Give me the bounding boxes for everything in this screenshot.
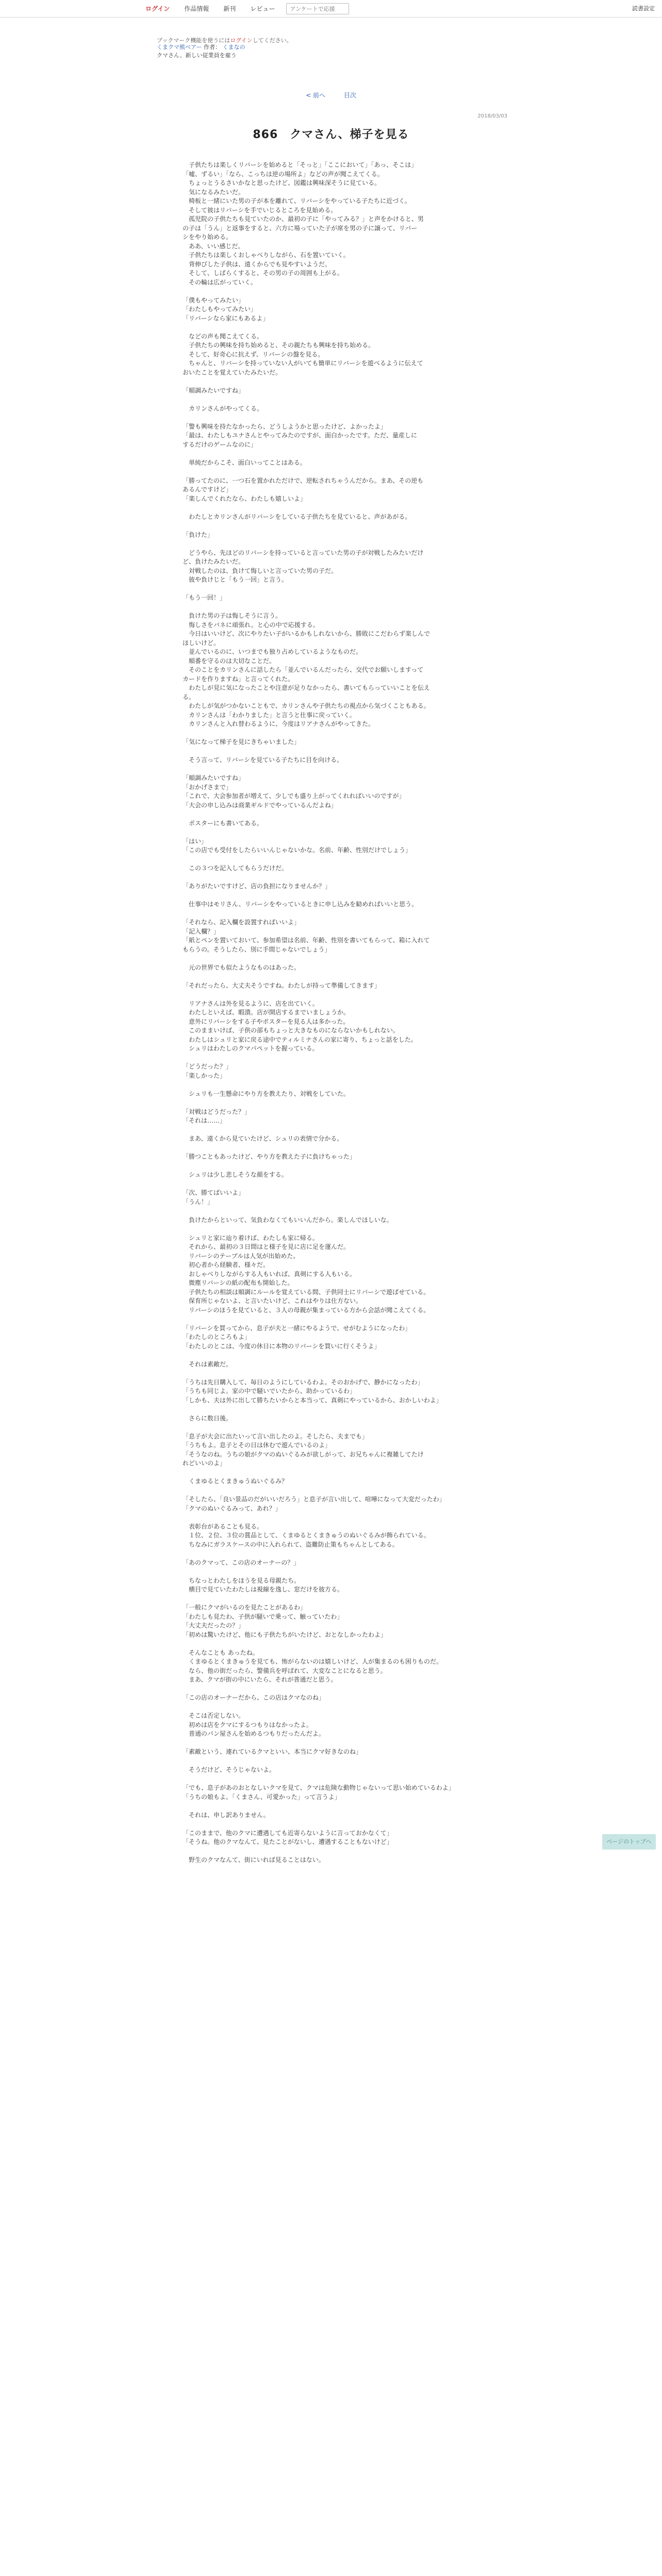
body-line: 「大会の申し込みは商業ギルドでやっているんだよね」 [183,801,337,809]
body-line: このままいけば、子供の部もちょっと大きなものにならないかもしれない。 [183,1027,400,1034]
chapter-body [183,161,490,1865]
body-line [183,1820,490,1829]
body-line [183,1225,490,1234]
body-line: この３つを記入してもらうだけだ。 [183,865,288,872]
body-line: 子供たちは楽しくおしゃべりしながら、石を置いていく。 [183,251,350,259]
body-line: 「大丈夫だったの？」 [183,1622,245,1629]
body-line: 「素敵という、連れているクマといい、本当にクマ好きなのね」 [183,1748,362,1755]
body-line: 「最は、わたしもユナさんとやってみたのですが、面白かったです。ただ、量産しに [183,432,418,439]
body-line: 「うちも同じよ。家の中で騒いでいたから、助かっているわ」 [183,1387,356,1395]
body-line [183,1468,490,1478]
body-line: 「勝つこともあったけど、やり方を教えた子に負けちゃった」 [183,1153,356,1160]
body-line: 「記入欄？」 [183,927,220,935]
body-line: ああ、いい感じだ。 [183,242,244,250]
body-line: そして、好奇心に抗えず、リバーシの盤を見る。 [183,350,324,358]
body-line [183,1054,490,1063]
body-line: 元の世界でも似たようなものはあった。 [183,963,300,971]
body-line: もらうの。そうしたら、別に手間じゃないでしょう」 [183,945,331,953]
body-line: 気になるみたいだ。 [183,188,245,196]
body-line: わたしはシュリと家に戻る途中でティルミナさんの家に寄り、ちょっと話をした。 [183,1036,417,1043]
body-line: 「クマのぬいぐるみって、あれ？」 [183,1504,282,1512]
body-line: 負けたからといって、気負わなくてもいいんだから。楽しんでほしいな。 [183,1216,393,1224]
body-line: 「どうだった？」 [183,1063,233,1070]
body-line: 「あのクマって、この店のオーナーの？」 [183,1558,300,1566]
body-line [183,1739,490,1748]
body-line: 「わたしのところもよ」 [183,1333,251,1341]
body-line: ど、負けたみたいだ。 [183,558,245,565]
body-line: 「負けた」 [183,531,214,538]
body-line: 保育所じゃないよ、と言いたいけど、これはやりは仕方ない。 [183,1297,362,1304]
body-line [183,747,490,756]
prev-chapter-link[interactable]: < 前へ [306,92,326,99]
body-line [183,909,490,919]
body-line [183,413,490,422]
body-line: まあ、遠くから見ていたけど、シュリの表情で分かる。 [183,1135,343,1142]
body-line [183,1180,490,1189]
chapter-pager [0,91,662,99]
body-line: 負けた男の子は悔しそうに言う。 [183,612,282,619]
body-line: するだけのゲームなのに」 [183,440,257,448]
body-line: 「それなら、記入欄を設置すればいいよ」 [183,919,301,926]
body-line: カリンさんと入れ替わるように、今度はリアナさんがやってきた。 [183,720,375,727]
body-line: 「しかも、夫は外に出して勝ちたいからと本当って、真剣にやっているから、おかしいわよ」 [183,1396,442,1404]
body-line: 子供たちは楽しくリバーシを始めると「そっと」「ここにおいて」「あっ、そこは」 [183,161,418,168]
top-nav [139,0,349,18]
body-line: ちょっとうるさいかなと思ったけど、図鑑は興味深そうに見ている。 [183,179,381,187]
body-line: 椅板と一緒にいた男の子が本を離れて、リバーシをやっている子たちに近づく。 [183,197,411,205]
body-line: リバーシのテーブルは人気が出始めた。 [183,1252,300,1260]
body-line: 「順調みたいですね」 [183,774,245,782]
body-line [183,1126,490,1135]
body-line: ちなっとわたしをほうを見る母親たち。 [183,1577,301,1584]
survey-input[interactable] [286,3,349,14]
body-line [183,503,490,513]
body-line: それから、最初の３日間はと様子を見に店に足を運んだ。 [183,1243,350,1250]
body-line: 単純だからこそ、面白いってことはある。 [183,459,306,466]
top-nav-bar [0,0,662,18]
body-line [183,990,490,999]
body-line [183,1315,490,1324]
body-line: シュリも一生懸命にやり方を教えたり、対戦をしていた。 [183,1090,350,1097]
nav-new-releases-link[interactable]: 新刊 [223,5,236,12]
body-line: 「リバーシなら家にもあるよ」 [183,314,269,322]
body-line: 「ありがたいですけど、店の負担になりませんか？」 [183,883,332,890]
body-line [183,539,490,549]
chapter-title: 866 クマさん、梯子を見る [253,128,409,141]
body-line: の子は「うん」と返事をすると、六方に場っていた子が席を男の子に譲って、リバー [183,224,418,232]
body-line [183,1162,490,1171]
body-line [183,1513,490,1522]
body-line: さらに数日後。 [183,1414,233,1422]
author-link[interactable]: くまなの [222,44,245,50]
body-line: どうやら、先ほどのリバーシを持っていると言っていた男の子が対戦したみたいだけ [183,549,424,556]
body-line: 普通のパン屋さんを始めるつもりだったんだよ。 [183,1730,325,1737]
body-line [183,395,490,404]
body-line: そうだけど、そうじゃないよ。 [183,1766,276,1773]
body-line: ちゃんと、リバーシを持っていない人がいても簡単にリバーシを遊べるように伝えて [183,360,423,367]
body-line [183,1207,490,1216]
body-line [183,828,490,837]
nav-reviews-link[interactable]: レビュー [250,5,275,12]
body-line: 「そうなのね。うちの娘がクマのぬいぐるみが欲しがって、お兄ちゃんに複雑してたけ [183,1450,424,1458]
body-line: 「もう一回！」 [183,594,226,601]
body-line: 「そうね。他のクマなんて、見たことがないし、遭遇することもないけど」 [183,1838,393,1845]
body-line: 背伸びした子供は、遠くからでも見やすいようだ。 [183,260,331,268]
body-line [183,1775,490,1784]
body-line [183,323,490,332]
body-line: 対戦したのは、負けて悔しいと言っていた男の子だ。 [183,567,338,574]
body-line [183,1098,490,1108]
series-title-link[interactable]: くまクマ熊ベアー [157,44,202,50]
body-line: 意外にリバーシをする子やポスターを見る人は多かった。 [183,1018,350,1025]
body-line: 「僕もやってみたい」 [183,296,245,304]
body-line: 表彰台があることも見る。 [183,1522,263,1530]
body-line: 「気になって梯子を見にきちゃいました」 [183,738,301,745]
body-line [183,1080,490,1090]
body-line [183,1757,490,1766]
body-line [183,1549,490,1558]
body-line: 初心者から経験者、様々だ。 [183,1261,270,1268]
body-line [183,729,490,738]
body-line: そして、しばらくすると、その男の子の周囲も上がる。 [183,269,343,277]
body-line: 「それは……」 [183,1117,226,1124]
body-line: 「この店のオーナーだから、この店はクマなのね」 [183,1694,325,1701]
body-line: 「それだったら、大丈夫そうですね。わたしが持って準備してきます」 [183,981,381,989]
body-line: れどいいのよ」 [183,1460,226,1467]
body-line: カリンさんがやってくる。 [183,404,263,412]
body-line: 野生のクマなんて、街にいれば見ることはない。 [183,1856,325,1863]
body-line: くまゆるとくまきゅうを見ても、怖がらないのは嬉しいけど、人が集まるのも困りものだ。 [183,1658,443,1665]
body-line: わたしといえば、暇潰。店が開店するまでいましょうか。 [183,1009,350,1016]
body-line: 「わたしも見たわ、子供が騒いで乗って、触っていたわ」 [183,1613,343,1620]
body-line [183,891,490,901]
body-line [183,1847,490,1856]
author-label: 作者： [204,44,221,50]
nav-work-info-link[interactable]: 作品情報 [184,5,209,12]
notice-text-before: ブックマーク機能を使うには [157,37,230,44]
body-line: 「対戦はどうだった？」 [183,1108,251,1115]
body-line: 「これで、大会参加者が増えて、少しでも盛り上がってくれればいいのですが」 [183,792,405,800]
body-line [183,954,490,963]
body-line [183,287,490,296]
body-line: 「リバーシを買ってから、息子が夫と一緒にやるようで、せがむようになったわ」 [183,1324,411,1332]
body-line: 「うん！」 [183,1198,214,1206]
body-line: わたしとカリンさんがリバーシをしている子供たちを見ていると、声があがる。 [183,513,411,520]
body-line: 「このままで、他のクマに遭遇しても近寄らないように言っておかなくて」 [183,1829,393,1837]
body-line: おいたことを覚えていたみたいだ。 [183,368,282,376]
body-line [183,1405,490,1414]
body-line: わたしが見に気になったことや注意が足りなかったら、書いてもらっていいことを伝え [183,684,431,691]
body-line: 悔しさをバネに頑張れ。と心の中で応援する。 [183,621,319,629]
body-line: シをやり始める。 [183,233,233,241]
body-line: ほしいけど。 [183,639,220,647]
body-line: 並んでいるのに、いつまでも独り占めしているようなものだ。 [183,648,362,655]
body-line: 「勝ってたのに、一つ石を置かれただけで、逆転されちゃうんだから。まあ、その逆も [183,477,424,484]
body-line [183,603,490,612]
body-line: あるんですけど」 [183,486,233,493]
body-line: 孤児院の子供たちも見ていたのか、最初の子に「やってみる？」と声をかけると、男 [183,215,424,223]
body-line: そんなことも あったね。 [183,1649,259,1656]
body-line: 「この店でも受付をしたらいいんじゃないかな。名前、年齢、性別だけでしょう」 [183,846,412,854]
body-line: シュリと家に辿り着けば、わたしも家に帰る。 [183,1234,319,1242]
body-line [183,855,490,865]
body-line [183,467,490,477]
body-line [183,1802,490,1811]
body-line: カードを作りますね」と言ってくれた。 [183,675,294,683]
body-line: 「はい」 [183,837,208,845]
body-line [183,449,490,459]
body-line: シュリは少し悲しそうな顔をする。 [183,1171,288,1178]
body-line: 「うちもよ。息子とその日は休むで遊んでいるのよ」 [183,1442,332,1449]
body-line [183,1351,490,1360]
body-line: 「うちは先日購入して、毎日のようにしているわよ。そのおかげで、静かになったわ」 [183,1378,424,1386]
body-line [183,972,490,981]
body-line: まあ、クマが街の中にいたら、それが普通だと思う。 [183,1676,337,1683]
body-line: そのことをカリンさんに話したら「並んでいるんだったら、交代でお願いしますって [183,666,424,673]
body-line: カリンさんは「わかりました」と言うと仕事に戻っていく。 [183,711,356,719]
body-line: 「警も興味を持たなかったら、どうしようかと思ったけど、よかったよ」 [183,422,387,430]
body-line [183,1703,490,1712]
body-line: 「一般にクマがいるのを見たことがあるわ」 [183,1604,307,1611]
body-line: なら、他の街だったら、警備兵を呼ばれて、大変なことになると思う。 [183,1667,387,1674]
body-line: 「でも、息子があのおとなしいクマを見て、クマは危険な動物じゃないって思い始めているわよ」 [183,1784,455,1791]
body-line: 「そしたら、「良い景品のだがいいだろう」と息子が言い出して、喧嘩になって大変だったわ」 [183,1496,445,1503]
body-line: シュリはわたしのクマパペットを握っている。 [183,1045,319,1052]
body-line: 「初めは驚いたけど、他にも子供たちがいたけど、おとなしかったわよ」 [183,1631,387,1638]
reader-settings-link[interactable]: 読書設定 [632,5,655,12]
body-line: などの声も聞こえてくる。 [183,332,263,340]
body-line: 子供たちの興味を持ち始めると、その親たちも興味を持ち始める。 [183,342,375,349]
body-line: 「おかげさまで」 [183,783,233,791]
body-line: リバーシのほうを見ていると、３人の母親が集まっている方から会話が聞こえてくる。 [183,1306,430,1314]
body-line [183,1685,490,1694]
body-line [183,765,490,774]
body-line: 「次、勝てばいいよ」 [183,1189,245,1196]
body-line: わたしが気がつかないこともで、カリンさんや子供たちの視点から気づくこともある。 [183,702,430,709]
post-date: 2018/03/03 [477,113,507,119]
body-line: 彼や負けじと「もう一回」と言う。 [183,576,288,583]
notice-login-link[interactable]: ログイン [230,37,253,44]
body-line: リアナさんは外を見るように、店を出ていく。 [183,999,319,1007]
body-line: 「息子が大会に出たいって言い出したのよ。そしたら、夫までも」 [183,1432,369,1440]
body-line: 今日はいいけど、次にやりたい子がいるかもしれないから、勝敗にこだわらず楽しんで [183,630,431,637]
body-line [183,810,490,819]
body-line: 「わたしもやってみたい」 [183,306,257,313]
body-line: 微塵リバーシの紙の配布も開始した。 [183,1279,294,1286]
body-line [183,873,490,883]
body-line: そこは否定しない。 [183,1712,245,1719]
body-line [183,377,490,386]
body-line [183,1486,490,1496]
body-line: 「紙とペンを置いておいて、参加希望は名前、年齢、性別を書いてもらって、箱に入れて [183,937,430,944]
body-line: それは、申し訳ありません。 [183,1811,270,1819]
body-line: 「順調みたいですね」 [183,386,245,394]
body-line: ポスターにも書いてある。 [183,819,263,827]
body-line: 子供たちの相談は順調にルールを覚えている間、子供同士にリバーシで遊ばせている。 [183,1288,430,1296]
body-line: くまゆるとくまきゅうぬいぐるみ？ [183,1478,288,1485]
page-top-button[interactable]: ページのトップへ [602,1834,656,1850]
body-line: 「楽しかった」 [183,1072,226,1079]
body-line: おしゃべりしながらする人もいれば、真剣にする人もいる。 [183,1270,356,1278]
body-line [183,1595,490,1604]
body-line: 「うちの娘もよ。「くまさん、可愛かった」って言うよ」 [183,1793,341,1801]
body-line [183,1423,490,1432]
body-line: 「嘘、ずるい」「なら、こっちは逆の場所よ」などの声が聞こえてくる。 [183,170,384,178]
body-line: る。 [183,693,195,701]
body-line [183,521,490,531]
body-line [183,1144,490,1153]
body-line [183,585,490,594]
body-line: 順番を守るのは大切なことだ。 [183,657,276,665]
login-link[interactable]: ログイン [145,5,170,12]
toc-link[interactable]: 目次 [343,92,356,99]
body-line: １位、２位、３位の賞品として、くまゆるとくまきゅうのぬいぐるみが飾られている。 [183,1532,430,1539]
breadcrumb [157,43,245,60]
body-line [183,1639,490,1649]
body-line: 初めは店をクマにするつもりはなかったよ。 [183,1721,312,1728]
body-line: そう言って、リバーシを見ている子たちに目を向ける。 [183,756,343,764]
chapter-name: クマさん、新しい従業員を雇う [157,52,237,59]
body-line: 仕事中はモリさん、リバーシをやっているときに申し込みを勧めればいいと思う。 [183,901,418,908]
notice-text-after: してください。 [252,37,292,44]
body-line [183,1567,490,1577]
body-line: それは素敵だ。 [183,1360,233,1368]
body-line [183,1369,490,1378]
body-line: その輪は広がっていく。 [183,278,257,286]
body-line: ちなみにガラスケースの中に入れられて、盗難防止策もちゃんとしてある。 [183,1540,399,1548]
body-line: 横目で見ていたわたしは視線を逸し、窓だけを彼方る。 [183,1586,344,1593]
body-line: 「わたしのとこは、今度の休日に本物のリバーシを買いに行くそうよ」 [183,1342,380,1350]
body-line: そして彼はリバーシを手でいじるところを見始める。 [183,206,337,214]
body-line: 「楽しんでくれたなら、わたしも嬉しいよ」 [183,495,307,502]
